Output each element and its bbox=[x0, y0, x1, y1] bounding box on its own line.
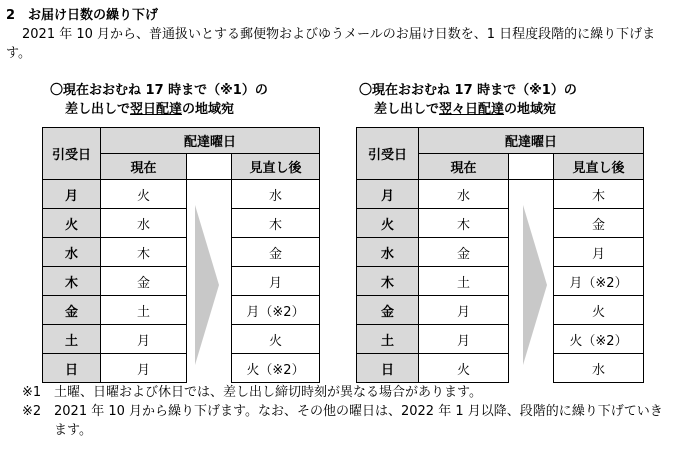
right-revised-cell: 木 bbox=[554, 180, 644, 209]
left-delivery-table bbox=[42, 127, 320, 383]
right-day-cell: 土 bbox=[357, 325, 419, 354]
footnote-1-text: 土曜、日曜および休日では、差し出し締切時刻が異なる場合があります。 bbox=[54, 385, 482, 400]
right-caption bbox=[359, 81, 577, 119]
left-current-cell: 火 bbox=[101, 180, 187, 209]
right-current-cell: 火 bbox=[419, 354, 509, 383]
right-day-cell: 日 bbox=[357, 354, 419, 383]
table-row bbox=[43, 354, 320, 383]
right-day-cell: 木 bbox=[357, 267, 419, 296]
left-day-cell: 火 bbox=[43, 209, 101, 238]
left-gap-header bbox=[187, 154, 232, 180]
right-revised-cell: 水 bbox=[554, 354, 644, 383]
table-row bbox=[43, 180, 320, 209]
table-row bbox=[43, 325, 320, 354]
left-caption-pre: 差し出しで bbox=[65, 102, 131, 117]
left-revised-cell: 金 bbox=[232, 238, 320, 267]
right-current-cell: 土 bbox=[419, 267, 509, 296]
left-day-cell: 日 bbox=[43, 354, 101, 383]
left-caption-line2 bbox=[50, 100, 268, 119]
left-current-cell: 月 bbox=[101, 354, 187, 383]
right-current-cell: 金 bbox=[419, 238, 509, 267]
table-row bbox=[357, 180, 644, 209]
left-caption bbox=[50, 81, 268, 119]
left-revised-cell: 水 bbox=[232, 180, 320, 209]
left-current-cell: 木 bbox=[101, 238, 187, 267]
right-delivery-table bbox=[356, 127, 644, 383]
table-row bbox=[357, 354, 644, 383]
right-revised-cell: 月 bbox=[554, 238, 644, 267]
footnote-1 bbox=[22, 383, 672, 402]
right-header-day: 引受日 bbox=[357, 128, 419, 180]
right-header-current: 現在 bbox=[419, 154, 509, 180]
right-gap-header bbox=[509, 154, 554, 180]
left-header-current: 現在 bbox=[101, 154, 187, 180]
right-day-cell: 火 bbox=[357, 209, 419, 238]
right-header-group: 配達曜日 bbox=[419, 128, 644, 154]
left-chevron-right-icon bbox=[195, 205, 219, 365]
table-row bbox=[357, 238, 644, 267]
left-caption-post: の地域宛 bbox=[182, 102, 235, 117]
left-current-cell: 水 bbox=[101, 209, 187, 238]
right-day-cell: 月 bbox=[357, 180, 419, 209]
left-current-cell: 月 bbox=[101, 325, 187, 354]
left-day-cell: 金 bbox=[43, 296, 101, 325]
left-caption-line1: 〇現在おおむね 17 時まで（※1）の bbox=[50, 83, 268, 98]
table-row bbox=[357, 325, 644, 354]
table-row bbox=[43, 238, 320, 267]
left-revised-cell: 木 bbox=[232, 209, 320, 238]
right-caption-line2 bbox=[359, 100, 577, 119]
footnote-2-text: 2021 年 10 月から繰り下げます。なお、その他の曜日は、2022 年 1 月以降、段階的に繰り下げていきます。 bbox=[54, 404, 663, 438]
footnote-2 bbox=[22, 402, 672, 440]
left-day-cell: 月 bbox=[43, 180, 101, 209]
table-row bbox=[357, 296, 644, 325]
left-header-day: 引受日 bbox=[43, 128, 101, 180]
left-revised-cell: 火 bbox=[232, 325, 320, 354]
right-day-cell: 金 bbox=[357, 296, 419, 325]
left-revised-cell: 月 bbox=[232, 267, 320, 296]
right-revised-cell: 金 bbox=[554, 209, 644, 238]
right-revised-cell: 火 bbox=[554, 296, 644, 325]
left-current-cell: 金 bbox=[101, 267, 187, 296]
left-table-body bbox=[43, 180, 320, 383]
right-caption-underlined: 翌々日配達 bbox=[439, 102, 505, 117]
right-day-cell: 水 bbox=[357, 238, 419, 267]
right-table-body bbox=[357, 180, 644, 383]
table-row bbox=[43, 267, 320, 296]
left-header-revised: 見直し後 bbox=[232, 154, 320, 180]
right-revised-cell: 月（※2） bbox=[554, 267, 644, 296]
right-caption-pre: 差し出しで bbox=[374, 102, 440, 117]
section-heading: 2 お届け日数の繰り下げ bbox=[6, 8, 159, 23]
left-revised-cell: 火（※2） bbox=[232, 354, 320, 383]
left-current-cell: 土 bbox=[101, 296, 187, 325]
left-day-cell: 土 bbox=[43, 325, 101, 354]
right-current-cell: 月 bbox=[419, 296, 509, 325]
left-day-cell: 木 bbox=[43, 267, 101, 296]
footnotes bbox=[22, 383, 672, 440]
footnote-2-mark: ※2 bbox=[22, 404, 42, 419]
right-current-cell: 木 bbox=[419, 209, 509, 238]
footnote-1-mark: ※1 bbox=[22, 385, 42, 400]
right-chevron-right-icon bbox=[523, 205, 547, 365]
right-caption-post: の地域宛 bbox=[504, 102, 557, 117]
left-revised-cell: 月（※2） bbox=[232, 296, 320, 325]
right-header-revised: 見直し後 bbox=[554, 154, 644, 180]
right-current-cell: 月 bbox=[419, 325, 509, 354]
intro-paragraph: 2021 年 10 月から、普通扱いとする郵便物およびゆうメールのお届け日数を、1 日程度段階的に繰り下げます。 bbox=[6, 27, 656, 61]
table-row bbox=[43, 209, 320, 238]
table-row bbox=[43, 296, 320, 325]
left-day-cell: 水 bbox=[43, 238, 101, 267]
left-caption-underlined: 翌日配達 bbox=[130, 102, 183, 117]
right-revised-cell: 火（※2） bbox=[554, 325, 644, 354]
left-header-group: 配達曜日 bbox=[101, 128, 320, 154]
right-caption-line1: 〇現在おおむね 17 時まで（※1）の bbox=[359, 83, 577, 98]
right-current-cell: 水 bbox=[419, 180, 509, 209]
table-row bbox=[357, 267, 644, 296]
table-row bbox=[357, 209, 644, 238]
